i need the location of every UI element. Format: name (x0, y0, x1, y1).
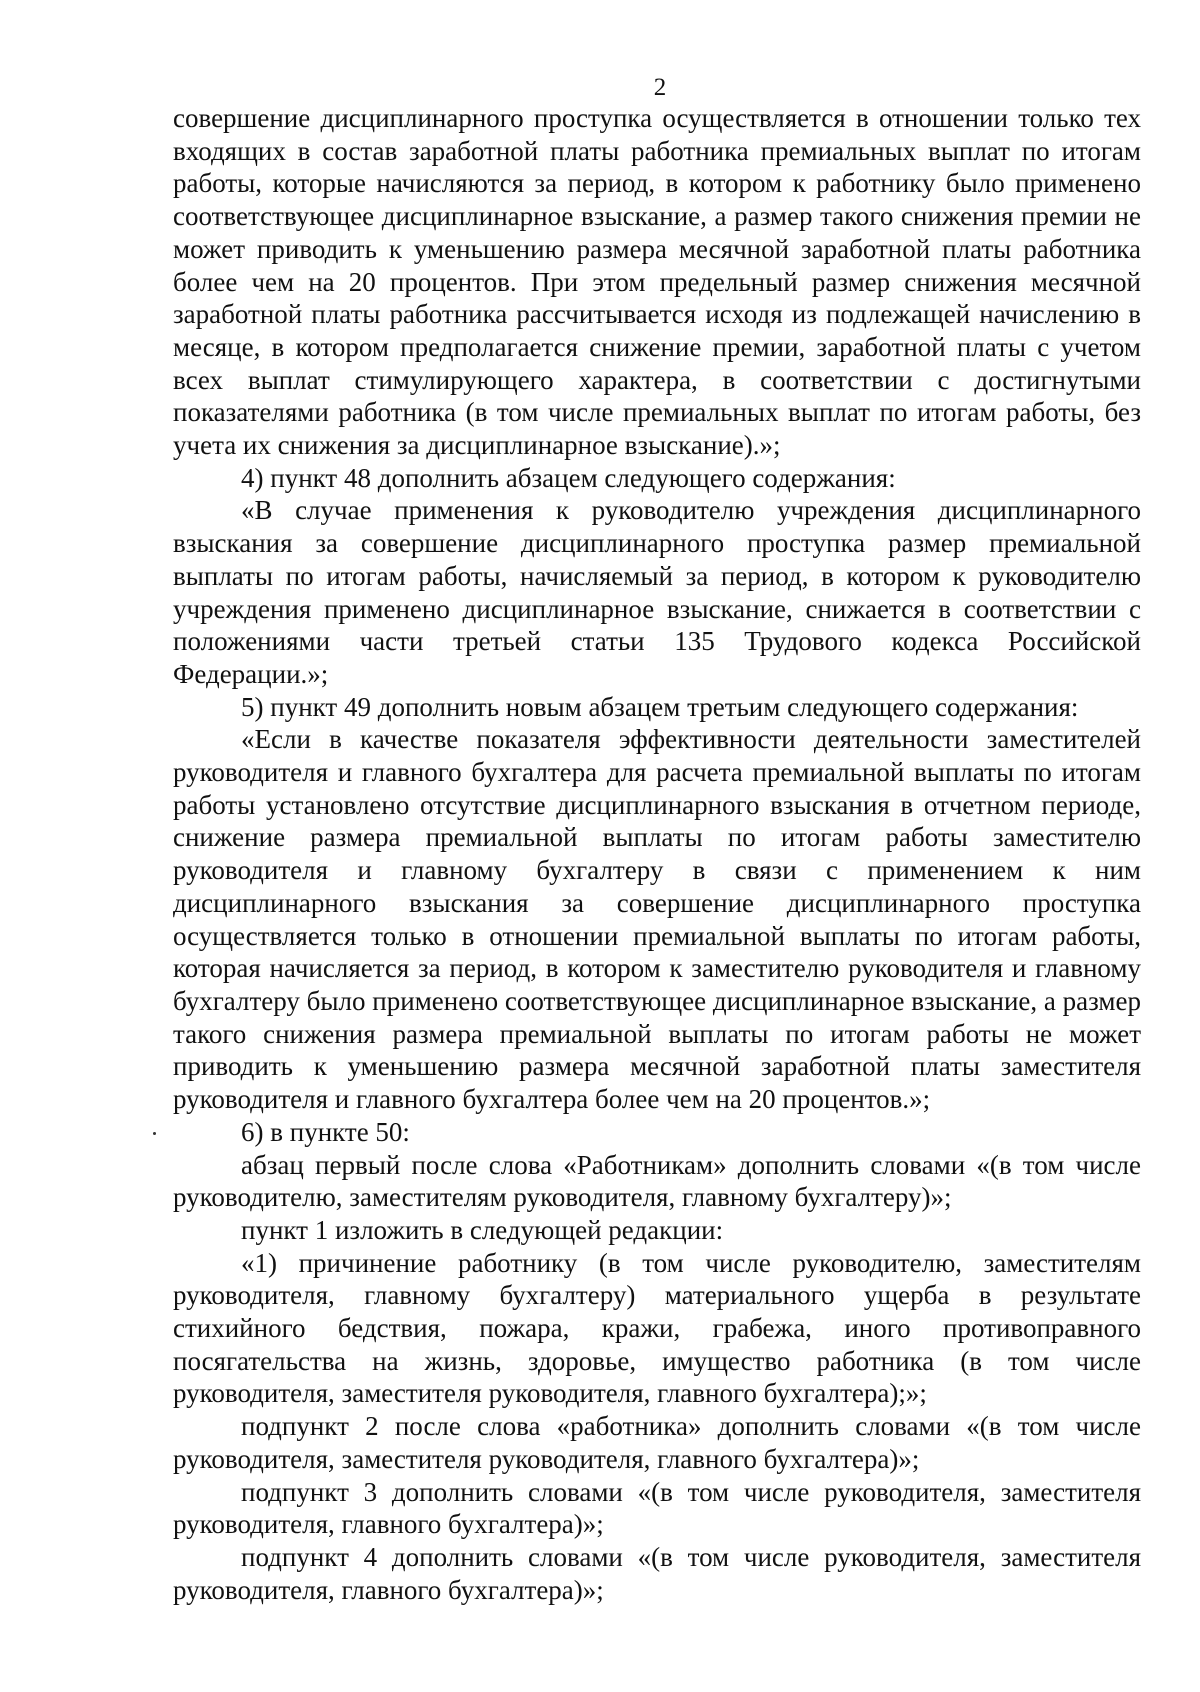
paragraph-item-5: 5) пункт 49 дополнить новым абзацем третьим следующего содержания: (241, 691, 1079, 722)
paragraph-subpunkt-3: подпункт 3 дополнить словами «(в том числе руководителя, заместителя руководителя, главного бухгалтера)»; (173, 1476, 1141, 1540)
paragraph-item-4: 4) пункт 48 дополнить абзацем следующего содержания: (241, 462, 896, 493)
paragraph-punkt-1: пункт 1 изложить в следующей редакции: (241, 1214, 724, 1245)
paragraph-quote-punkt-1: «1) причинение работнику (в том числе руководителю, заместителям руководителя, главному бухгалтеру) материального ущерба в результате стихийного бедствия, пожара, кражи, грабежа, иного противоправного посягательства на жизнь, здоровье, имущество работника (в том числе руководителя, заместителя руководителя, главного бухгалтера);»; (173, 1247, 1141, 1409)
paragraph-subpunkt-4: подпункт 4 дополнить словами «(в том числе руководителя, заместителя руководителя, главного бухгалтера)»; (173, 1541, 1141, 1605)
paragraph-quote-48: «В случае применения к руководителю учреждения дисциплинарного взыскания за совершение дисциплинарного проступка размер премиальной выплаты по итогам работы, начисляемый за период, в котором к руководителю учреждения применено дисциплинарное взыскание, снижается в соответствии с положениями части третьей статьи 135 Трудового кодекса Российской Федерации.»; (173, 495, 1141, 689)
document-body (173, 102, 1141, 1606)
paragraph-quote-49: «Если в качестве показателя эффективности деятельности заместителей руководителя и главного бухгалтера для расчета премиальной выплаты по итогам работы установлено отсутствие дисциплинарного взыскания в отчетном периоде, снижение размера премиальной выплаты по итогам работы заместителю руководителя и главному бухгалтеру в связи с применением к ним дисциплинарного взыскания за совершение дисциплинарного проступка осуществляется только в отношении премиальной выплаты по итогам работы, которая начисляется за период, в котором к заместителю руководителя и главному бухгалтеру было применено соответствующее дисциплинарное взыскание, а размер такого снижения размера премиальной выплаты по итогам работы не может приводить к уменьшению размера месячной заработной платы заместителя руководителя и главного бухгалтера более чем на 20 процентов.»; (173, 724, 1141, 1115)
page-number: 2 (653, 74, 667, 101)
paragraph-continuation: совершение дисциплинарного проступка осуществляется в отношении только тех входящих в состав заработной платы работника премиальных выплат по итогам работы, которые начисляются за период, в котором к работнику было применено соответствующее дисциплинарное взыскание, а размер такого снижения премии не может приводить к уменьшению размера месячной заработной платы работника более чем на 20 процентов. При этом предельный размер снижения месячной заработной платы работника рассчитывается исходя из подлежащей начислению в месяце, в котором предполагается снижение премии, заработной платы с учетом всех выплат стимулирующего характера, в соответствии с достигнутыми показателями работника (в том числе премиальных выплат по итогам работы, без учета их снижения за дисциплинарное взыскание).»; (173, 103, 1141, 461)
paragraph-abzac-first: абзац первый после слова «Работникам» дополнить словами «(в том числе руководителю, заместителям руководителя, главному бухгалтеру)»; (173, 1149, 1141, 1213)
margin-mark (153, 1132, 156, 1135)
paragraph-subpunkt-2: подпункт 2 после слова «работника» дополнить словами «(в том числе руководителя, заместителя руководителя, главного бухгалтера)»; (173, 1411, 1141, 1474)
paragraph-item-6: 6) в пункте 50: (241, 1116, 410, 1147)
